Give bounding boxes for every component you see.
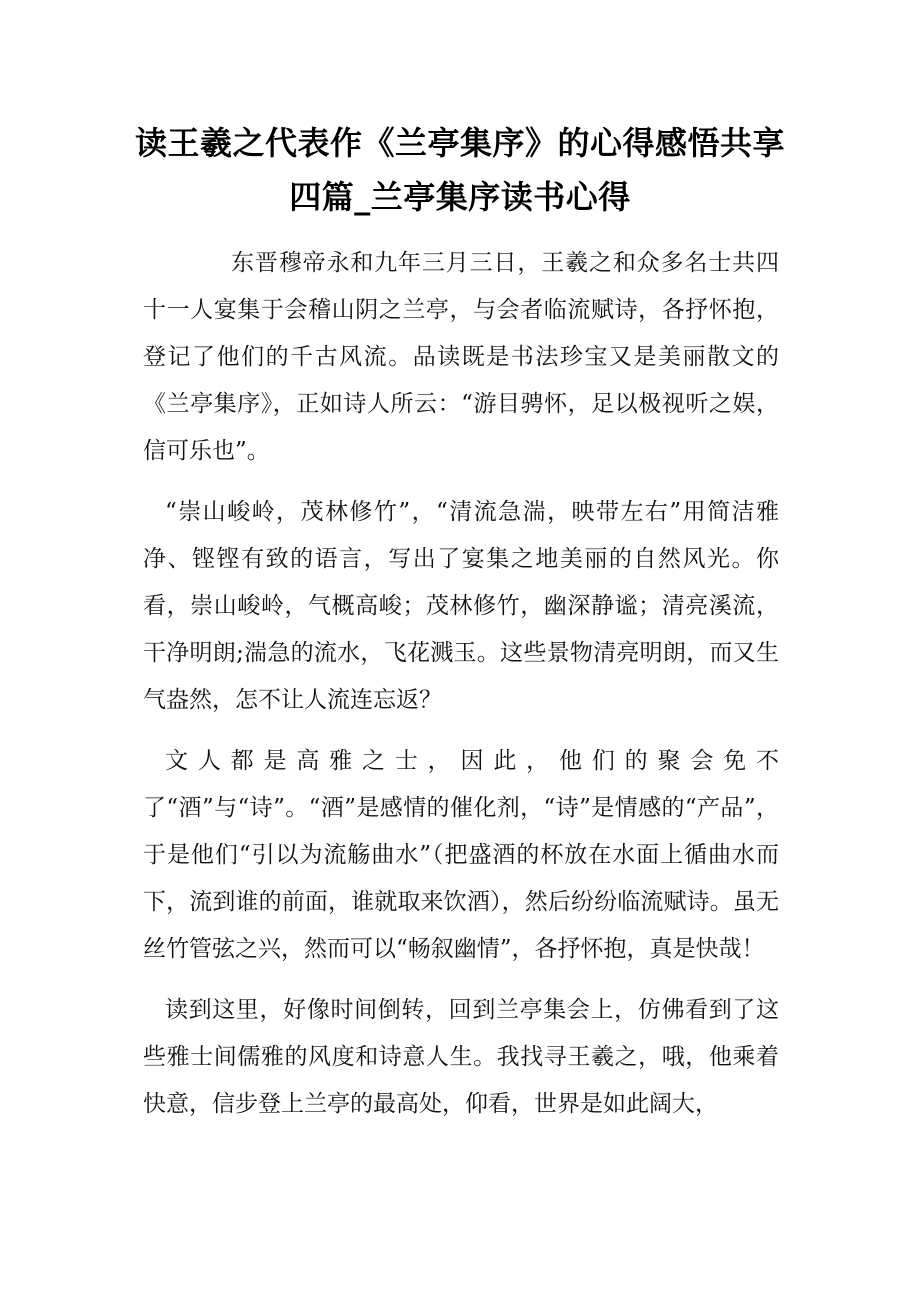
article-body	[143, 240, 779, 1142]
page-title: 读王羲之代表作《兰亭集序》的心得感悟共享四篇_兰亭集序读书心得	[134, 124, 785, 216]
paragraph: 文人都是高雅之士，因此，他们的聚会免不了“酒”与“诗”。“酒”是感情的催化剂，“诗”是情感的“产品”，于是他们“引以为流觞曲水”（把盛酒的杯放在水面上循曲水而下，流到谁的前面，谁就取来饮酒），然后纷纷临流赋诗。虽无丝竹管弦之兴，然而可以“畅叙幽情”，各抒怀抱，真是快哉！	[143, 748, 779, 962]
paragraph: 东晋穆帝永和九年三月三日，王羲之和众多名士共四十一人宴集于会稽山阴之兰亭，与会者临流赋诗，各抒怀抱，登记了他们的千古风流。品读既是书法珍宝又是美丽散文的《兰亭集序》，正如诗人所云：“游目骋怀，足以极视听之娱，信可乐也”。	[143, 250, 779, 464]
paragraph: 读到这里，好像时间倒转，回到兰亭集会上，仿佛看到了这些雅士间儒雅的风度和诗意人生。我找寻王羲之，哦，他乘着快意，信步登上兰亭的最高处，仰看，世界是如此阔大，	[143, 997, 779, 1117]
paragraph: “崇山峻岭，茂林修竹”，“清流急湍，映带左右”用简洁雅净、铿铿有致的语言，写出了宴集之地美丽的自然风光。你看，崇山峻岭，气概高峻；茂林修竹，幽深静谧；清亮溪流，干净明朗;湍急的流水，飞花溅玉。这些景物清亮明朗，而又生气盎然，怎不让人流连忘返？	[143, 499, 779, 713]
